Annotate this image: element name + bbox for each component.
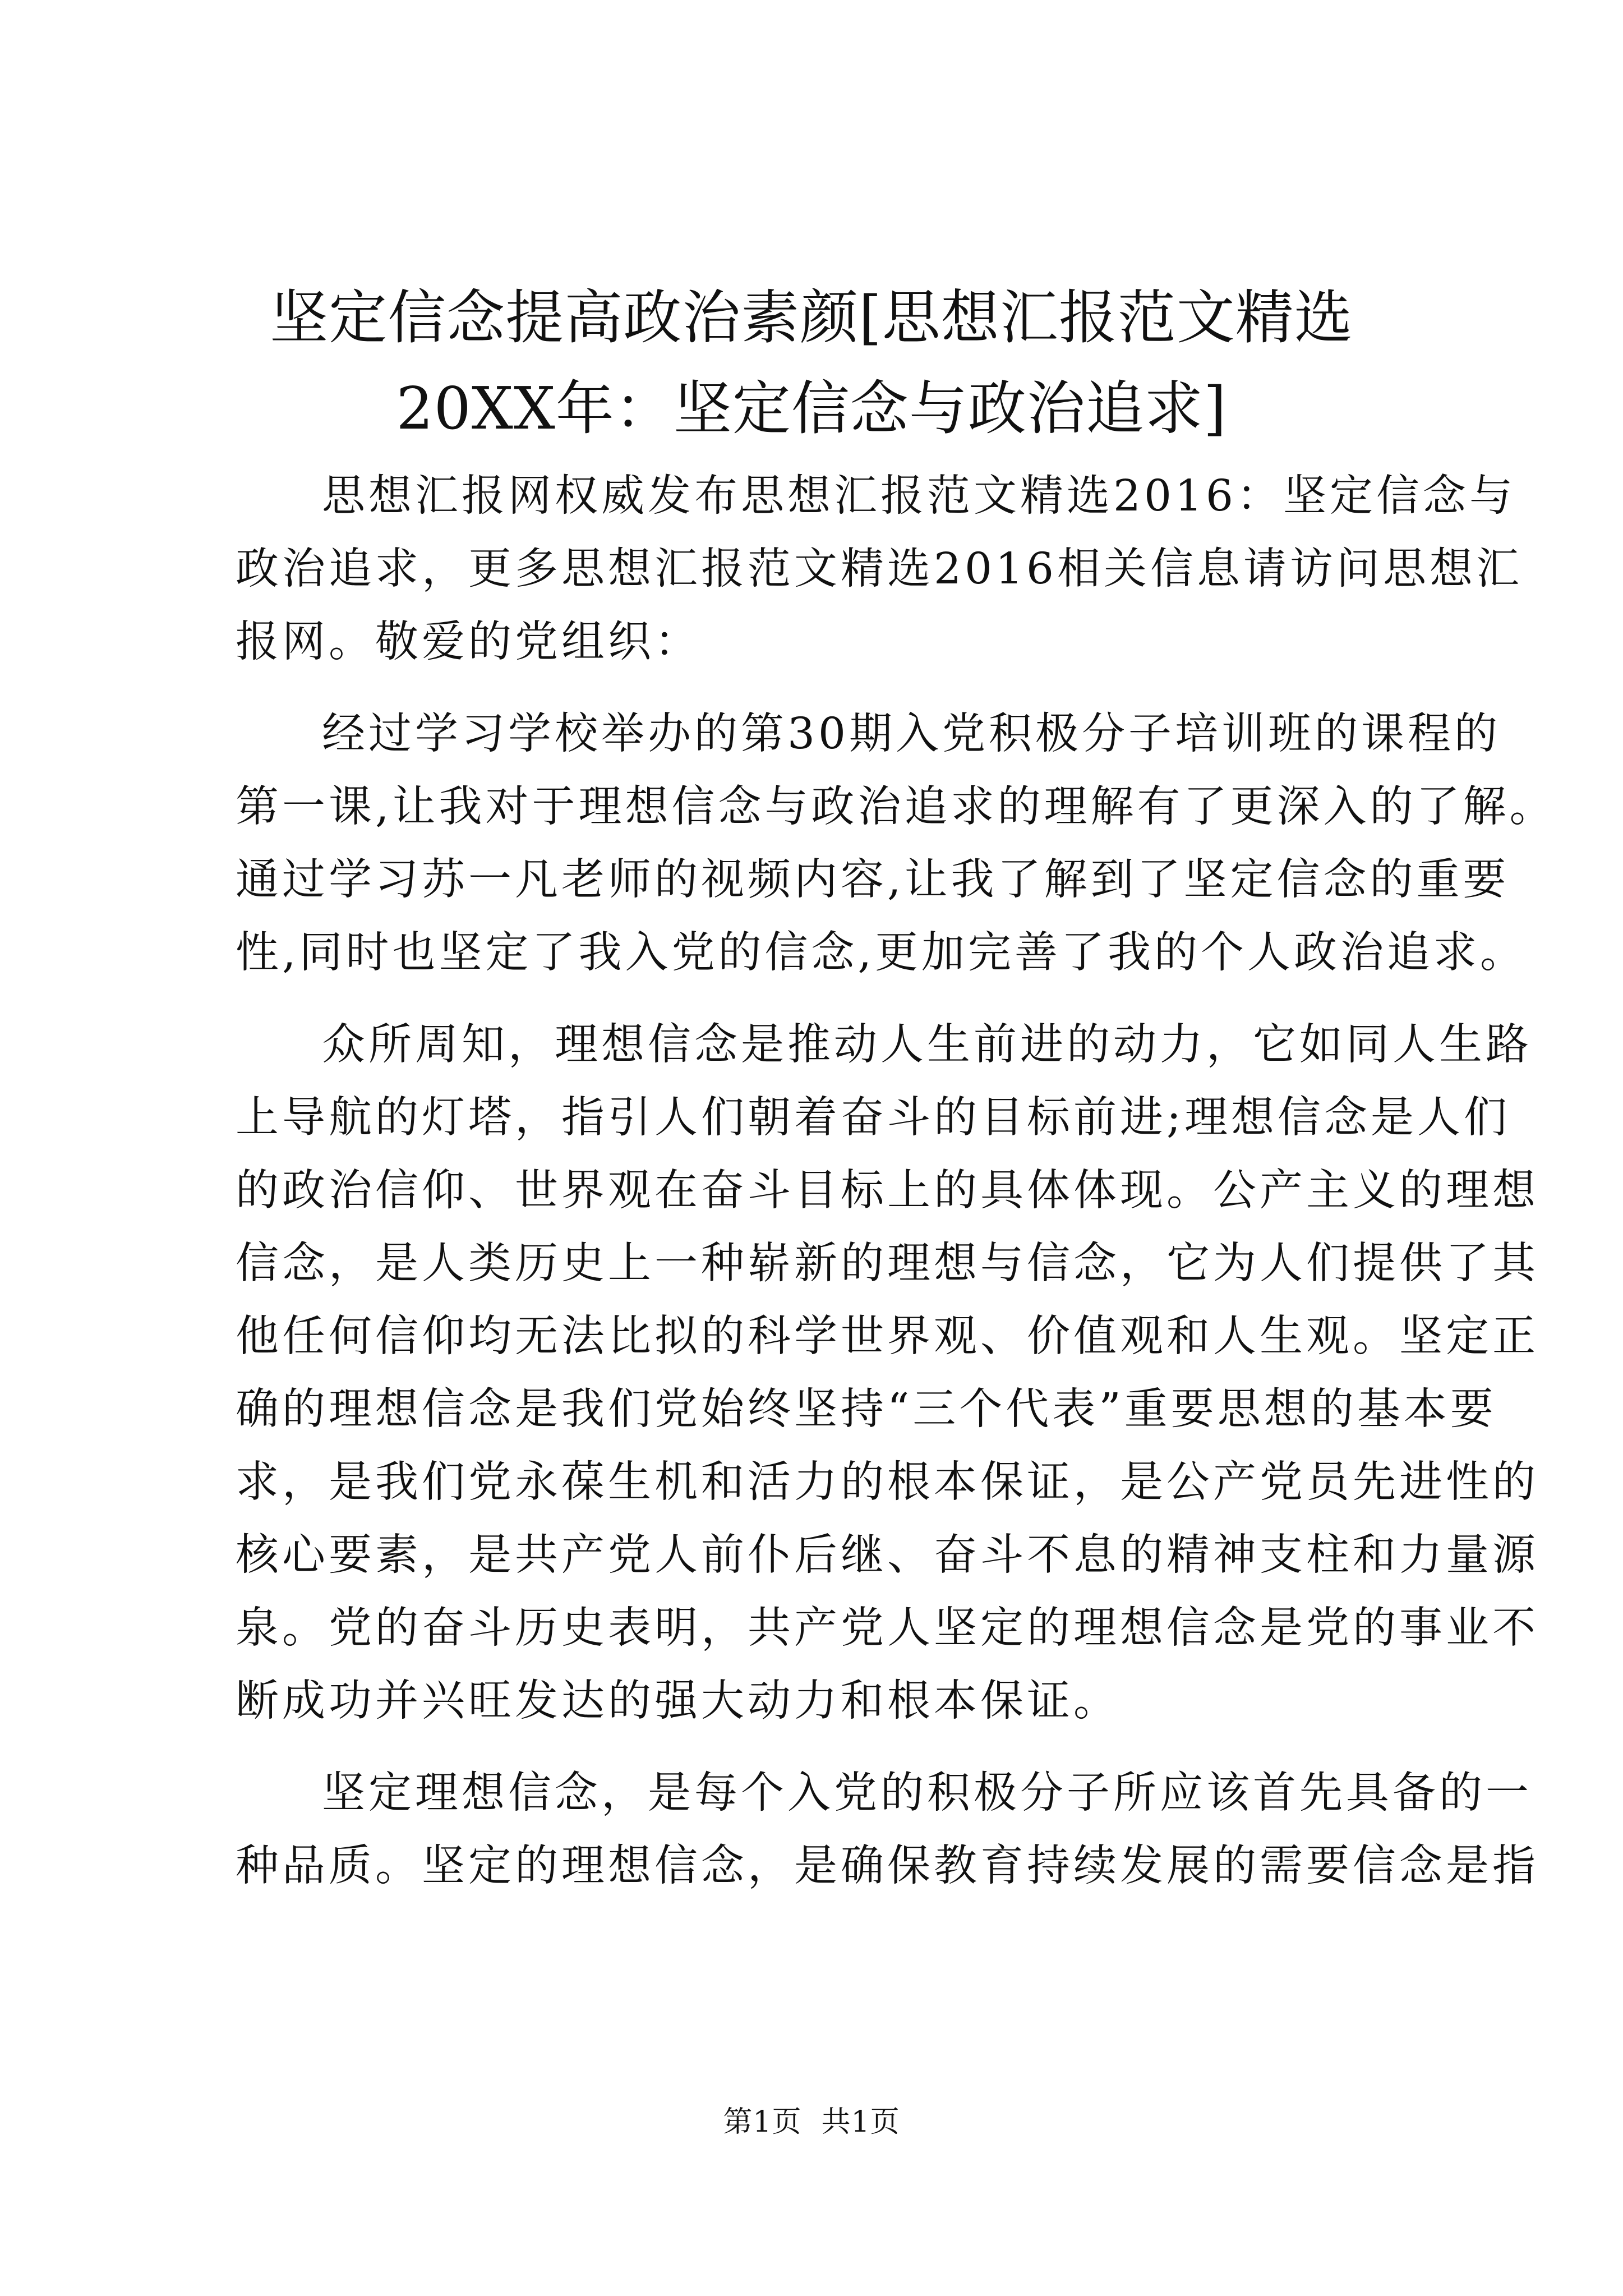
paragraph-ideals — [236, 1009, 1539, 1738]
paragraph-training — [236, 698, 1556, 990]
text-line: 核心要素，是共产党人前仆后继、奋斗不息的精神支柱和力量源 — [236, 1530, 1539, 1580]
text-line: 确的理想信念是我们党始终坚持“三个代表”重要思想的基本要 — [236, 1384, 1497, 1434]
text-line: 上导航的灯塔，指引人们朝着奋斗的目标前进;理想信念是人们 — [236, 1093, 1510, 1143]
document-title — [236, 272, 1387, 454]
title-line-1: 坚定信念提高政治素颜[思想汇报范文精选 — [270, 283, 1353, 352]
page-number: 第1页 共1页 — [723, 2105, 900, 2139]
text-line: 报网。敬爱的党组织： — [236, 617, 701, 667]
text-line: 他任何信仰均无法比拟的科学世界观、价值观和人生观。坚定正 — [236, 1312, 1539, 1361]
text-line: 经过学习学校举办的第30期入党积极分子培训班的课程的 — [322, 709, 1501, 759]
paragraph-intro — [236, 460, 1523, 679]
text-line: 性,同时也坚定了我入党的信念,更加完善了我的个人政治追求。 — [236, 928, 1527, 978]
text-line: 种品质。坚定的理想信念，是确保教育持续发展的需要信念是指 — [236, 1841, 1539, 1891]
document-body — [236, 460, 1556, 1903]
text-line: 信念，是人类历史上一种崭新的理想与信念，它为人们提供了其 — [236, 1239, 1539, 1289]
text-line: 断成功并兴旺发达的强大动力和根本保证。 — [236, 1676, 1120, 1726]
text-line: 的政治信仰、世界观在奋斗目标上的具体体现。公产主义的理想 — [236, 1166, 1539, 1216]
text-line: 思想汇报网权威发布思想汇报范文精选2016：坚定信念与 — [322, 471, 1516, 521]
text-line: 通过学习苏一凡老师的视频内容,让我了解到了坚定信念的重要 — [236, 855, 1510, 905]
text-line: 第一课,让我对于理想信念与政治追求的理解有了更深入的了解。 — [236, 782, 1556, 832]
paragraph-firm-belief — [236, 1757, 1539, 1903]
text-line: 众所周知，理想信念是推动人生前进的动力，它如同人生路 — [322, 1020, 1532, 1070]
text-line: 泉。党的奋斗历史表明，共产党人坚定的理想信念是党的事业不 — [236, 1603, 1539, 1653]
title-line-2: 20XX年：坚定信念与政治追求] — [396, 374, 1227, 443]
text-line: 求，是我们党永葆生机和活力的根本保证，是公产党员先进性的 — [236, 1457, 1539, 1507]
page-footer — [0, 2102, 1623, 2142]
text-line: 政治追求，更多思想汇报范文精选2016相关信息请访问思想汇 — [236, 544, 1523, 594]
text-line: 坚定理想信念，是每个入党的积极分子所应该首先具备的一 — [322, 1768, 1532, 1818]
